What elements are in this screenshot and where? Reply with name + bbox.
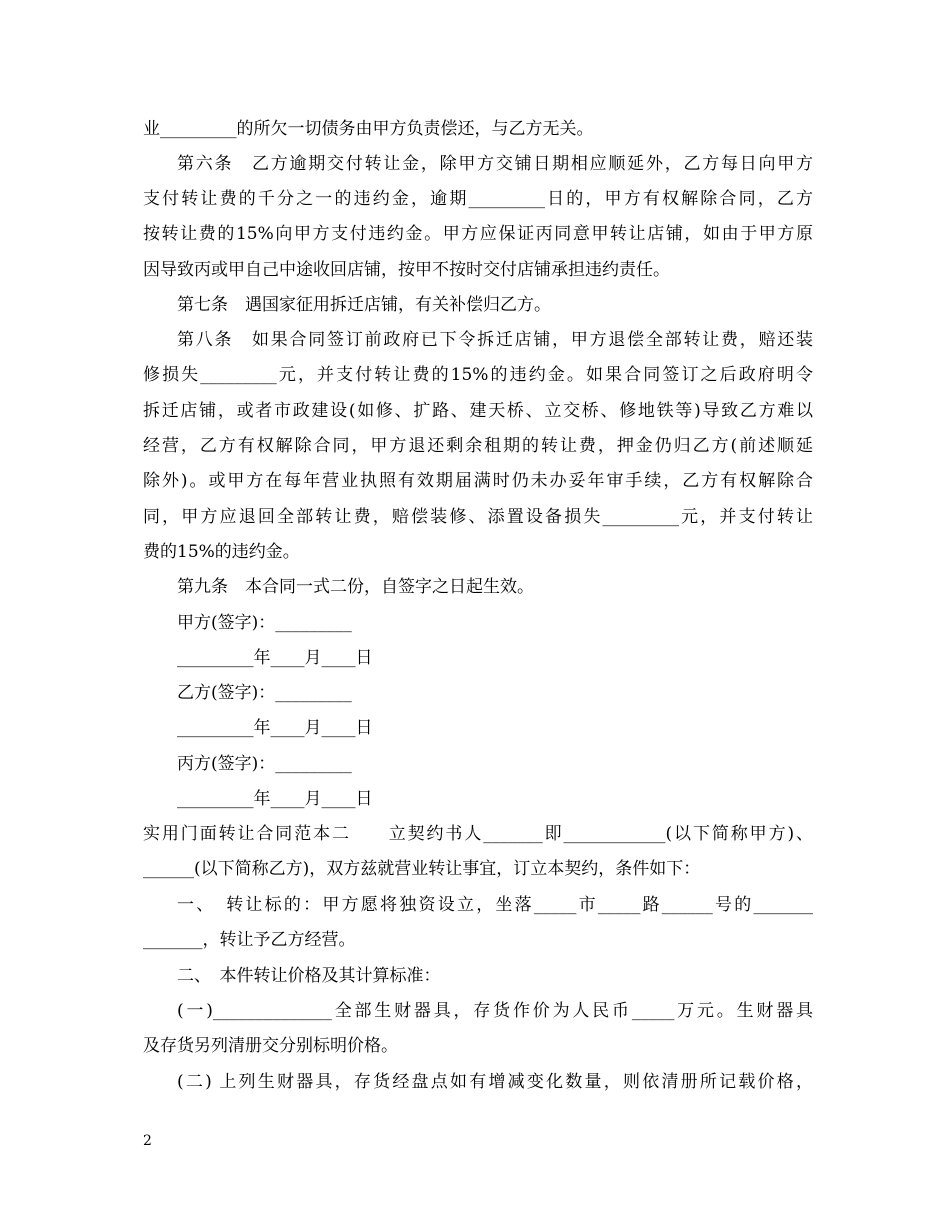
- text-line: 修损失_________元，并支付转让费的15%的违约金。如果合同签订之后政府明令: [143, 365, 813, 385]
- text-line: (二) 上列生财器具，存货经盘点如有增减变化数量，则依清册所记载价格，: [177, 1072, 813, 1092]
- text-line: 经营，乙方有权解除合同，甲方退还剩余租期的转让费，押金仍归乙方(前述顺延: [143, 436, 813, 456]
- text-line: 费的15%的违约金。: [143, 542, 300, 562]
- text-line: 按转让费的15%向甲方支付违约金。甲方应保证丙同意甲转让店铺，如由于甲方原: [143, 224, 813, 244]
- text-line: 支付转让费的千分之一的违约金，逾期_________日的，甲方有权解除合同，乙方: [143, 189, 813, 209]
- text-line: 一、 转让标的：甲方愿将独资设立，坐落_____市_____路______号的_______: [177, 895, 813, 915]
- party-b-signature-line: 乙方(签字)：_________: [177, 683, 352, 703]
- party-b-date-line: _________年____月____日: [177, 718, 373, 738]
- text-line: 同，甲方应退回全部转让费，赔偿装修、添置设备损失_________元，并支付转让: [143, 507, 813, 527]
- text-line: 第九条 本合同一式二份，自签字之日起生效。: [177, 577, 534, 597]
- party-c-date-line: _________年____月____日: [177, 789, 373, 809]
- page-number: 2: [143, 1133, 152, 1149]
- text-line: 因导致丙或甲自己中途收回店铺，按甲不按时交付店铺承担违约责任。: [143, 260, 670, 280]
- text-line: 及存货另列清册交分别标明价格。: [143, 1036, 398, 1056]
- text-line: (一)______________全部生财器具，存货作价为人民币_____万元。生财器具: [177, 1001, 813, 1021]
- text-line: _______，转让予乙方经营。: [143, 930, 356, 950]
- party-a-signature-line: 甲方(签字)：_________: [177, 613, 352, 633]
- text-line: 第六条 乙方逾期交付转让金，除甲方交铺日期相应顺延外，乙方每日向甲方: [177, 154, 813, 174]
- text-line: 二、 本件转让价格及其计算标准：: [177, 966, 441, 986]
- text-line: 第七条 遇国家征用拆迁店铺，有关补偿归乙方。: [177, 295, 551, 315]
- text-line: ______(以下简称乙方)，双方兹就营业转让事宜，订立本契约，条件如下：: [143, 859, 701, 879]
- party-a-date-line: _________年____月____日: [177, 648, 373, 668]
- text-line: 拆迁店铺，或者市政建设(如修、扩路、建天桥、立交桥、修地铁等)导致乙方难以: [143, 401, 813, 421]
- text-line: 业_________的所欠一切债务由甲方负责偿还，与乙方无关。: [143, 119, 594, 139]
- party-c-signature-line: 丙方(签字)：_________: [177, 754, 352, 774]
- text-line: 第八条 如果合同签订前政府已下令拆迁店铺，甲方退偿全部转让费，赔还装: [177, 330, 813, 350]
- text-line: 除外)。或甲方在每年营业执照有效期届满时仍未办妥年审手续，乙方有权解除合: [143, 471, 813, 491]
- text-line: 实用门面转让合同范本二 立契约书人_______即____________(以下简称甲方)、: [143, 824, 813, 844]
